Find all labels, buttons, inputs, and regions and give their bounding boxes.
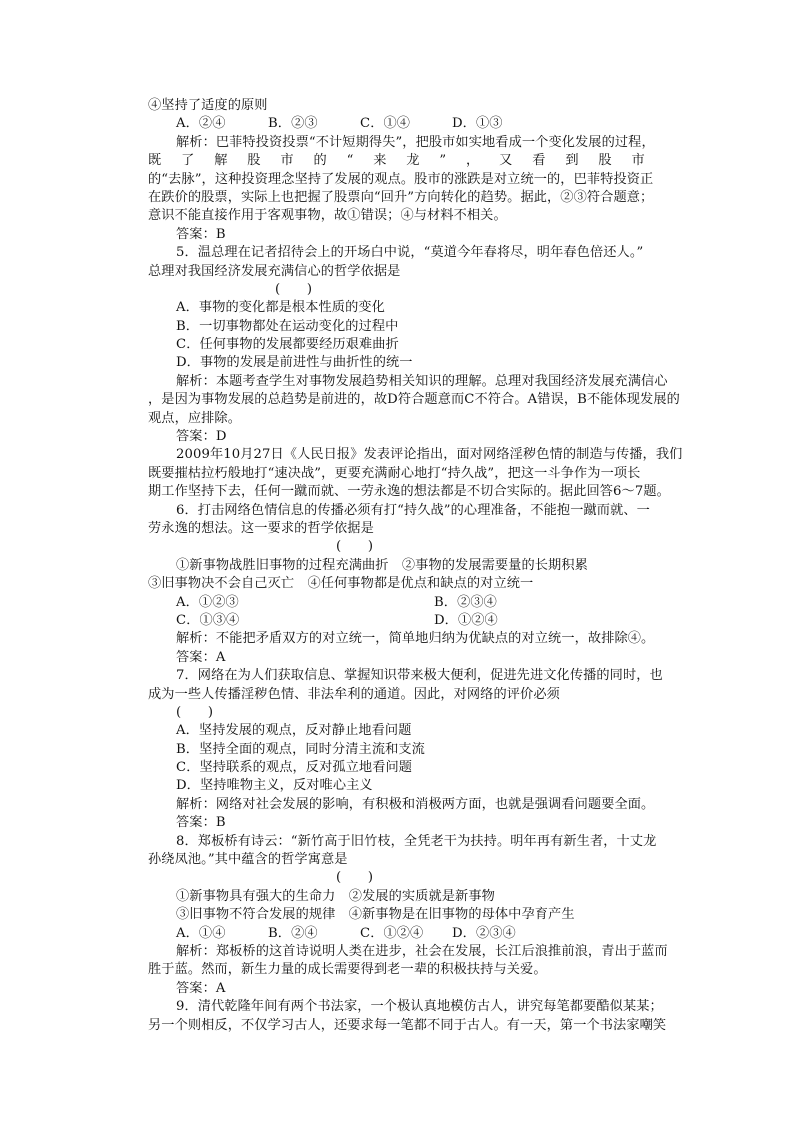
q6-statements: ①新事物战胜旧事物的过程充满曲折 ②事物的发展需要量的长期积累 xyxy=(176,557,588,573)
q7-option-d: D．坚持唯物主义，反对唯心主义 xyxy=(176,778,373,794)
q8-analysis: 解析：郑板桥的这首诗说明人类在进步，社会在发展，长江后浪推前浪，青出于蓝而 xyxy=(176,943,668,959)
q5-answer: 答案：D xyxy=(176,429,227,445)
q8-option-a: A．①④ xyxy=(176,925,226,941)
q5-analysis-cont: ，是因为事物发展的总趋势是前进的，故D符合题意而C不符合。A错误，B不能体现发展的 xyxy=(148,392,680,408)
q7-option-c: C．坚持联系的观点，反对孤立地看问题 xyxy=(176,760,413,776)
q5-option-d: D．事物的发展是前进性与曲折性的统一 xyxy=(176,355,413,371)
q6-stem: 6．打击网络色情信息的传播必须有打“持久战”的心理准备，不能抱一蹴而就、一 xyxy=(176,502,650,518)
q6-option-a: A．①②③ xyxy=(176,594,239,610)
q7-answer: 答案：B xyxy=(176,815,226,831)
q8-answer: 答案：A xyxy=(176,980,226,996)
q5-analysis: 解析：本题考查学生对事物发展趋势相关知识的理解。总理对我国经济发展充满信心 xyxy=(176,373,668,389)
q4-option-c: C．①④ xyxy=(360,116,411,132)
q4-analysis-cont: 的“去脉”，这种投资理念坚持了发展的观点。股市的涨跌是对立统一的，巴菲特投资正 xyxy=(148,171,654,187)
q4-analysis: 解析：巴菲特投资投票“不计短期得失”，把股市如实地看成一个变化发展的过程， xyxy=(176,134,655,150)
q4-options xyxy=(148,115,645,133)
q6-options-ab xyxy=(148,594,645,612)
q6-option-c: C．①③④ xyxy=(176,612,240,628)
q8-option-d: D．②③④ xyxy=(452,925,516,941)
q8-analysis-cont: 胜于蓝。然而，新生力量的成长需要得到老一辈的积极扶持与关爱。 xyxy=(148,962,547,978)
q4-option-d: D．①③ xyxy=(452,116,503,132)
q7-answer-blank: ( ) xyxy=(176,704,214,720)
q5-answer-blank: ( ) xyxy=(275,281,313,297)
q8-statements: ①新事物具有强大的生命力 ②发展的实质就是新事物 xyxy=(176,888,495,904)
q4-option-b: B．②③ xyxy=(268,116,318,132)
q6-answer-blank: ( ) xyxy=(336,539,374,555)
q5-option-a: A．事物的变化都是根本性质的变化 xyxy=(176,300,385,316)
passage-6-7-cont: 期工作坚持下去，任何一蹴而就、一劳永逸的想法都是不切合实际的。据此回答6～7题。 xyxy=(148,484,670,500)
q5-option-c: C．任何事物的发展都要经历艰难曲折 xyxy=(176,337,399,353)
q6-statements-cont: ③旧事物决不会自己灭亡 ④任何事物都是优点和缺点的对立统一 xyxy=(148,576,534,592)
q4-option-a: A．②④ xyxy=(176,116,226,132)
q6-answer: 答案：A xyxy=(176,649,226,665)
q8-answer-blank: ( ) xyxy=(336,870,374,886)
q8-stem: 8．郑板桥有诗云：“新竹高于旧竹枝，全凭老干为扶持。明年再有新生者，十丈龙 xyxy=(176,833,657,849)
passage-6-7-cont: 既要摧枯拉朽般地打“速决战”，更要充满耐心地打“持久战”，把这一斗争作为一项长 xyxy=(148,465,641,481)
q7-option-b: B．坚持全面的观点，同时分清主流和支流 xyxy=(176,741,425,757)
q4-analysis-cont: 在跌价的股票，实际上也把握了股票向“回升”方向转化的趋势。据此，②③符合题意； xyxy=(148,189,654,205)
q7-option-a: A．坚持发展的观点，反对静止地看问题 xyxy=(176,723,412,739)
q5-option-b: B．一切事物都处在运动变化的过程中 xyxy=(176,318,399,334)
q4-analysis-cont: 意识不能直接作用于客观事物，故①错误；④与材料不相关。 xyxy=(148,208,507,224)
q5-stem-cont: 总理对我国经济发展充满信心的哲学依据是 xyxy=(148,263,401,279)
q7-stem: 7．网络在为人们获取信息、掌握知识带来极大便利，促进先进文化传播的同时，也 xyxy=(176,668,663,684)
q7-stem-cont: 成为一些人传播淫秽色情、非法牟利的通道。因此，对网络的评价必须 xyxy=(148,686,560,702)
q6-stem-cont: 劳永逸的想法。这一要求的哲学依据是 xyxy=(148,520,374,536)
passage-6-7: 2009年10月27日《人民日报》发表评论指出，面对网络淫秽色情的制造与传播，我们 xyxy=(176,447,683,463)
q8-option-b: B．②④ xyxy=(268,925,318,941)
q8-statements-cont: ③旧事物不符合发展的规律 ④新事物是在旧事物的母体中孕育产生 xyxy=(176,907,575,923)
q7-analysis: 解析：网络对社会发展的影响，有积极和消极两方面，也就是强调看问题要全面。 xyxy=(176,796,655,812)
q4-answer: 答案：B xyxy=(176,226,226,242)
document-body xyxy=(148,97,683,1035)
q6-option-b: B．②③④ xyxy=(434,594,497,610)
q6-analysis: 解析：不能把矛盾双方的对立统一，简单地归纳为优缺点的对立统一，故排除④。 xyxy=(176,631,655,647)
q8-option-c: C．①②④ xyxy=(360,925,424,941)
q4-option-line: ④坚持了适度的原则 xyxy=(148,98,268,113)
q6-option-d: D．①②④ xyxy=(434,612,498,628)
q9-stem: 9．清代乾隆年间有两个书法家，一个极认真地模仿古人，讲究每笔都要酷似某某； xyxy=(176,999,663,1015)
q8-options xyxy=(148,925,645,943)
q5-stem: 5．温总理在记者招待会上的开场白中说，“莫道今年春将尽，明年春色倍还人。” xyxy=(176,245,644,261)
q4-analysis-justified-line: 既 了 解 股 市 的 “ 来 龙 ” ， 又 看 到 股 市 xyxy=(148,153,645,169)
q6-options-cd xyxy=(148,612,645,630)
q8-stem-cont: 孙绕凤池。”其中蕴含的哲学寓意是 xyxy=(148,852,348,868)
q5-analysis-cont: 观点，应排除。 xyxy=(148,410,242,426)
q9-stem-cont: 另一个则相反，不仅学习古人，还要求每一笔都不同于古人。有一天，第一个书法家嘲笑 xyxy=(148,1017,667,1033)
